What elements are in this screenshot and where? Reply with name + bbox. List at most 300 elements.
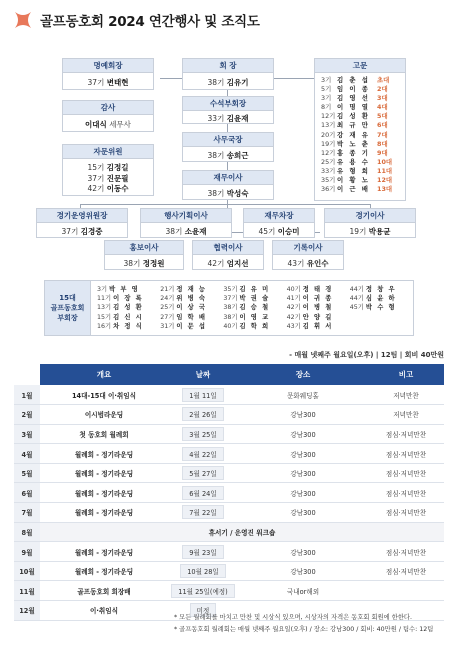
member-name: 정 태 경 xyxy=(302,286,333,293)
vp-member xyxy=(350,294,413,303)
advisor-row xyxy=(315,158,405,167)
vp-member xyxy=(160,285,223,294)
org-box-treasurer xyxy=(182,170,274,200)
vice-president-list xyxy=(91,281,413,335)
member-name: 이 귀 종 xyxy=(302,295,333,303)
member-gen: 31기 xyxy=(160,322,175,330)
member-name: 김 승 철 xyxy=(239,304,270,312)
advisor-name: 김 성 환 xyxy=(337,112,370,121)
advisor-row xyxy=(315,85,405,94)
member-name: 엄지선 xyxy=(226,259,249,268)
vp-member xyxy=(287,303,350,312)
month-cell: 11월 xyxy=(14,581,40,601)
org-role: 협력이사 xyxy=(193,241,263,255)
table-header: 비고 xyxy=(368,364,444,385)
date-chip: 6월 24일 xyxy=(182,486,223,500)
advisor-ordinal: 10대 xyxy=(377,157,393,166)
member-name: 김윤재 xyxy=(226,114,249,123)
advisor-gen: 36기 xyxy=(321,185,336,194)
org-member xyxy=(105,255,183,269)
date-cell xyxy=(168,424,238,444)
event-cell: 골프동호회 회장배 xyxy=(40,581,168,601)
place-cell: 강남300 xyxy=(238,424,368,444)
member-gen: 37기 xyxy=(61,227,79,236)
advisor-gen: 33기 xyxy=(321,166,336,175)
member-name: 박 수 형 xyxy=(365,304,397,312)
month-cell: 12월 xyxy=(14,601,40,621)
member-gen: 43기 xyxy=(286,322,301,330)
footnote: * 모든 월례회를 마치고 만찬 및 시상식 있으며, 시상자의 자격은 동호회 회원에 한한다. xyxy=(174,614,412,621)
org-member xyxy=(273,255,343,269)
vp-member xyxy=(97,313,160,322)
advisor-name: 이 황 노 xyxy=(337,176,370,185)
vp-member xyxy=(97,294,160,303)
org-role: 고문 xyxy=(315,59,405,73)
date-chip: 미정 xyxy=(190,603,217,617)
month-cell: 3월 xyxy=(14,424,40,444)
member-gen: 45기 xyxy=(349,304,364,312)
org-role: 경기운영위원장 xyxy=(37,209,127,223)
member-gen: 42기 xyxy=(286,304,301,312)
org-member xyxy=(244,223,314,237)
advisor-ordinal: 5대 xyxy=(377,112,388,121)
org-role: 회 장 xyxy=(183,59,273,73)
month-cell: 10월 xyxy=(14,561,40,581)
vp-member xyxy=(160,303,223,312)
org-member xyxy=(183,111,273,124)
org-box-advisory xyxy=(62,144,154,196)
event-cell: 휴서기 / 운영진 워크숍 xyxy=(40,522,444,542)
member-gen: 44기 xyxy=(349,286,364,293)
member-gen: 16기 xyxy=(97,322,112,330)
member-gen: 19기 xyxy=(349,227,367,236)
event-cell: 월례회 - 정기라운딩 xyxy=(40,542,168,562)
place-cell: 문화웨딩홀 xyxy=(238,385,368,405)
member-gen: 38기 xyxy=(207,78,225,87)
event-cell: 월례회 - 정기라운딩 xyxy=(40,503,168,523)
advisor-name: 강 재 유 xyxy=(337,130,370,139)
vp-column xyxy=(97,285,160,335)
advisor-name: 홍 종 기 xyxy=(337,148,370,157)
org-members xyxy=(63,159,153,195)
member-gen: 40기 xyxy=(286,286,301,293)
vp-member xyxy=(160,322,223,331)
member-name: 진문필 xyxy=(106,173,129,183)
member-name: 이승미 xyxy=(277,227,300,236)
advisor-row xyxy=(315,176,405,185)
date-cell xyxy=(168,483,238,503)
table-row xyxy=(14,503,444,523)
note-cell: 점심·저녁만찬 xyxy=(368,463,444,483)
advisor-ordinal: 8대 xyxy=(377,139,388,148)
member-gen: 42기 xyxy=(286,313,301,321)
table-row xyxy=(14,561,444,581)
org-box-finance-chief xyxy=(243,208,315,238)
member-name: 이 병 철 xyxy=(302,304,333,312)
member-name: 김유기 xyxy=(226,78,249,87)
org-member xyxy=(63,115,153,130)
org-box-auditor xyxy=(62,100,154,132)
table-row xyxy=(14,542,444,562)
date-cell xyxy=(168,444,238,464)
member-name: 차 정 식 xyxy=(113,322,144,330)
event-cell: 월례회 - 정기라운딩 xyxy=(40,561,168,581)
advisor-name: 유 용 수 xyxy=(337,157,370,166)
note-cell: 점심·저녁만찬 xyxy=(368,444,444,464)
member-gen: 15기 xyxy=(97,313,112,321)
vp-member xyxy=(223,294,286,303)
advisor-ordinal: 12대 xyxy=(377,176,393,185)
member-gen: 3기 xyxy=(97,286,108,293)
member-name: 송희근 xyxy=(226,151,249,160)
table-row xyxy=(14,463,444,483)
vp-member xyxy=(350,285,413,294)
advisor-gen: 12기 xyxy=(321,148,336,157)
advisor-gen: 25기 xyxy=(321,157,336,166)
org-role: 재무이사 xyxy=(183,171,273,185)
member-name: 김 학 희 xyxy=(239,322,270,330)
member-name: 김 성 환 xyxy=(113,304,144,312)
member-gen: 38기 xyxy=(223,304,238,312)
vp-member xyxy=(223,303,286,312)
member-gen: 38기 xyxy=(223,313,238,321)
org-member xyxy=(63,184,153,195)
advisor-gen: 8기 xyxy=(321,103,332,112)
footnotes xyxy=(174,612,433,636)
org-role: 재무차장 xyxy=(244,209,314,223)
org-member xyxy=(325,223,415,237)
note-cell xyxy=(368,581,444,601)
place-cell: 강남300 xyxy=(238,483,368,503)
org-box-pr-director xyxy=(104,240,184,270)
advisor-row xyxy=(315,149,405,158)
org-member xyxy=(183,185,273,199)
member-gen: 24기 xyxy=(160,295,175,303)
org-member xyxy=(193,255,263,269)
date-cell xyxy=(168,581,238,601)
vp-heading-line: 15대 xyxy=(59,294,76,302)
event-cell: 월례회 - 정기라운딩 xyxy=(40,444,168,464)
vp-member xyxy=(97,303,160,312)
table-row xyxy=(14,483,444,503)
member-name: 이 문 섭 xyxy=(176,322,207,330)
member-gen: 38기 xyxy=(207,189,225,198)
date-cell xyxy=(168,561,238,581)
advisor-row xyxy=(315,167,405,176)
event-cell: 첫 동호회 월례회 xyxy=(40,424,168,444)
advisor-ordinal: 7대 xyxy=(377,130,388,139)
note-cell: 점심·저녁만찬 xyxy=(368,424,444,444)
table-header: 개요 xyxy=(40,364,168,385)
member-gen: 21기 xyxy=(160,286,175,293)
place-cell: 강남300 xyxy=(238,405,368,425)
logo-icon xyxy=(12,9,34,31)
month-cell: 4월 xyxy=(14,444,40,464)
date-chip: 4월 22일 xyxy=(182,447,223,461)
month-cell: 5월 xyxy=(14,463,40,483)
member-gen: 27기 xyxy=(160,313,175,321)
advisor-name: 김 영 선 xyxy=(337,94,370,103)
note-cell: 저녁만찬 xyxy=(368,405,444,425)
org-member xyxy=(63,163,153,174)
member-gen: 38기 xyxy=(207,151,225,160)
advisor-gen: 12기 xyxy=(321,112,336,121)
member-name: 이 영 교 xyxy=(239,313,270,321)
advisor-ordinal: 9대 xyxy=(377,148,388,157)
place-cell: 강남300 xyxy=(238,444,368,464)
note-cell: 점심·저녁만찬 xyxy=(368,542,444,562)
note-cell: 저녁만찬 xyxy=(368,385,444,405)
table-row xyxy=(14,444,444,464)
org-role: 행사기획이사 xyxy=(141,209,231,223)
org-role: 자문위원 xyxy=(63,145,153,159)
member-name: 이 상 국 xyxy=(176,304,207,312)
advisor-ordinal: 4대 xyxy=(377,103,388,112)
advisor-gen: 3기 xyxy=(321,94,332,103)
member-gen: 45기 xyxy=(258,227,276,236)
member-name: 김 휘 서 xyxy=(302,322,333,330)
member-gen: 42기 xyxy=(87,184,105,193)
member-name: 이대식 xyxy=(85,120,107,129)
member-gen: 11기 xyxy=(97,295,112,303)
table-row xyxy=(14,522,444,542)
member-name: 김 신 시 xyxy=(113,313,144,321)
member-gen: 37기 xyxy=(223,295,238,303)
member-name: 소윤재 xyxy=(184,227,207,236)
member-name: 김 유 미 xyxy=(239,286,270,293)
vp-column xyxy=(287,285,350,335)
member-gen: 42기 xyxy=(207,259,225,268)
org-box-honorary xyxy=(62,58,154,90)
date-chip: 2월 26일 xyxy=(182,407,223,421)
member-name: 김정길 xyxy=(106,163,129,172)
advisor-ordinal: 3대 xyxy=(377,94,388,103)
org-role: 경기이사 xyxy=(325,209,415,223)
org-box-advisors xyxy=(314,58,406,201)
advisor-ordinal: 6대 xyxy=(377,121,388,130)
advisor-ordinal: 2대 xyxy=(377,85,388,94)
member-name: 정 창 우 xyxy=(365,286,397,293)
advisor-list xyxy=(315,73,405,194)
advisor-row xyxy=(315,185,405,194)
member-name: 정정원 xyxy=(142,259,165,268)
vp-column xyxy=(160,285,223,335)
advisor-gen: 19기 xyxy=(321,139,336,148)
org-box-event-director xyxy=(140,208,232,238)
advisor-row xyxy=(315,94,405,103)
vp-member xyxy=(160,294,223,303)
advisor-name: 임 이 종 xyxy=(337,85,370,94)
org-member xyxy=(63,174,153,185)
schedule-table xyxy=(14,364,444,621)
org-box-record-director xyxy=(272,240,344,270)
vp-heading-line: 부회장 xyxy=(57,314,78,322)
place-cell: 강남300 xyxy=(238,503,368,523)
advisor-row xyxy=(315,121,405,130)
member-name: 박 부 영 xyxy=(109,286,140,293)
vp-member xyxy=(223,285,286,294)
member-name: 심 윤 하 xyxy=(365,295,397,303)
vp-member xyxy=(97,285,160,294)
event-cell: 월례회 - 정기라운딩 xyxy=(40,483,168,503)
advisor-ordinal: 11대 xyxy=(377,166,393,175)
advisor-row xyxy=(315,140,405,149)
member-gen: 35기 xyxy=(223,286,238,293)
advisor-gen: 20기 xyxy=(321,130,336,139)
month-cell: 2월 xyxy=(14,405,40,425)
org-member xyxy=(37,223,127,237)
date-cell xyxy=(168,463,238,483)
month-cell: 7월 xyxy=(14,503,40,523)
advisor-name: 이 명 열 xyxy=(337,103,370,112)
member-gen: 33기 xyxy=(207,114,225,123)
member-gen: 15기 xyxy=(87,163,105,172)
advisor-name: 김 춘 섭 xyxy=(337,76,370,84)
vp-heading-line: 골프동호회 xyxy=(50,304,85,312)
member-gen: 37기 xyxy=(87,173,105,183)
member-name: 변태현 xyxy=(106,78,129,87)
org-role: 감사 xyxy=(63,101,153,115)
org-member xyxy=(183,73,273,88)
vp-member xyxy=(223,313,286,322)
member-name: 정 재 능 xyxy=(176,286,207,293)
member-title: 세무사 xyxy=(109,120,131,129)
vp-column xyxy=(223,285,286,335)
org-role: 기록이사 xyxy=(273,241,343,255)
date-chip: 10월 28일 xyxy=(180,564,226,578)
org-member xyxy=(183,147,273,161)
month-cell: 1월 xyxy=(14,385,40,405)
advisor-gen: 3기 xyxy=(321,76,332,84)
table-row xyxy=(14,405,444,425)
vp-member xyxy=(160,313,223,322)
member-gen: 37기 xyxy=(87,78,105,87)
org-box-president xyxy=(182,58,274,90)
member-gen: 38기 xyxy=(165,227,183,236)
event-cell: 14대-15대 이·취임식 xyxy=(40,385,168,405)
vp-member xyxy=(287,313,350,322)
date-chip: 5월 27일 xyxy=(182,466,223,480)
advisor-name: 박 노 춘 xyxy=(337,139,370,148)
note-cell: 점심·저녁만찬 xyxy=(368,503,444,523)
table-row xyxy=(14,424,444,444)
place-cell: 강남300 xyxy=(238,542,368,562)
date-cell xyxy=(168,503,238,523)
vp-column xyxy=(350,285,413,335)
vp-member xyxy=(287,294,350,303)
advisor-name: 최 규 만 xyxy=(337,121,370,130)
advisor-gen: 5기 xyxy=(321,85,332,94)
date-chip: 3월 25일 xyxy=(182,427,223,441)
place-cell: 국내or해외 xyxy=(238,581,368,601)
member-gen: 38기 xyxy=(123,259,141,268)
org-member xyxy=(141,223,231,237)
place-cell: 강남300 xyxy=(238,463,368,483)
org-role: 홍보이사 xyxy=(105,241,183,255)
note-cell: 점심·저녁만찬 xyxy=(368,561,444,581)
table-header: 장소 xyxy=(238,364,368,385)
date-chip: 1월 11일 xyxy=(182,388,223,402)
footnote: * 골프동호회 월례회는 매월 넷째주 월요일(오후) / 장소: 강남300 / 회비: 40만원 / 팀수: 12팀 xyxy=(174,626,434,633)
date-chip: 9월 23일 xyxy=(182,545,223,559)
member-name: 이 장 록 xyxy=(113,295,144,303)
meeting-note: - 매월 넷째주 월요일(오후) | 12팀 | 회비 40만원 xyxy=(289,351,444,359)
advisor-name: 유 형 희 xyxy=(337,166,370,175)
org-role: 사무국장 xyxy=(183,133,273,147)
month-cell: 6월 xyxy=(14,483,40,503)
table-header-row xyxy=(14,364,444,385)
member-name: 이동수 xyxy=(106,184,129,193)
table-row xyxy=(14,581,444,601)
member-name: 유인수 xyxy=(306,259,329,268)
vp-member xyxy=(97,322,160,331)
org-box-secretary xyxy=(182,132,274,162)
member-name: 임 학 배 xyxy=(176,313,207,321)
org-member xyxy=(63,73,153,88)
member-name: 박 권 술 xyxy=(239,295,270,303)
advisor-ordinal: 초대 xyxy=(377,76,390,84)
date-cell xyxy=(168,385,238,405)
vp-member xyxy=(350,303,413,312)
member-gen: 44기 xyxy=(349,295,364,303)
date-cell xyxy=(168,405,238,425)
member-gen: 43기 xyxy=(287,259,305,268)
header xyxy=(12,8,260,32)
advisor-row xyxy=(315,103,405,112)
org-role: 수석부회장 xyxy=(183,97,273,111)
advisor-row xyxy=(315,76,405,85)
date-cell xyxy=(168,542,238,562)
note-cell: 점심·저녁만찬 xyxy=(368,483,444,503)
event-cell: 월례회 - 정기라운딩 xyxy=(40,463,168,483)
org-role: 명예회장 xyxy=(63,59,153,73)
org-connector xyxy=(80,204,370,205)
member-gen: 25기 xyxy=(160,304,175,312)
org-box-vice-chief xyxy=(182,96,274,124)
vp-member xyxy=(287,285,350,294)
org-box-game-director xyxy=(324,208,416,238)
org-box-coop-director xyxy=(192,240,264,270)
place-cell: 강남300 xyxy=(238,561,368,581)
vp-member xyxy=(223,322,286,331)
member-name: 김경중 xyxy=(80,227,103,236)
advisor-row xyxy=(315,131,405,140)
date-chip: 11월 25일(예정) xyxy=(171,584,235,598)
vice-president-heading xyxy=(45,281,91,335)
event-cell: 이·취임식 xyxy=(40,601,168,621)
date-chip: 7월 22일 xyxy=(182,505,223,519)
page-title: 골프동호회 2024 연간행사 및 조직도 xyxy=(40,14,260,30)
member-gen: 40기 xyxy=(223,322,238,330)
advisor-gen: 35기 xyxy=(321,176,336,185)
vice-president-panel xyxy=(44,280,414,336)
event-cell: 이시범라운딩 xyxy=(40,405,168,425)
month-cell: 9월 xyxy=(14,542,40,562)
member-name: 안 양 길 xyxy=(302,313,333,321)
member-gen: 41기 xyxy=(286,295,301,303)
table-header-month xyxy=(14,364,40,385)
member-name: 위 병 숙 xyxy=(176,295,207,303)
member-gen: 13기 xyxy=(97,304,112,312)
advisor-gen: 13기 xyxy=(321,121,336,130)
advisor-ordinal: 13대 xyxy=(377,185,393,194)
org-box-ops-committee xyxy=(36,208,128,238)
member-name: 박성숙 xyxy=(226,189,249,198)
vp-member xyxy=(287,322,350,331)
member-name: 박용균 xyxy=(368,227,391,236)
advisor-name: 이 근 배 xyxy=(337,185,370,194)
table-row xyxy=(14,385,444,405)
